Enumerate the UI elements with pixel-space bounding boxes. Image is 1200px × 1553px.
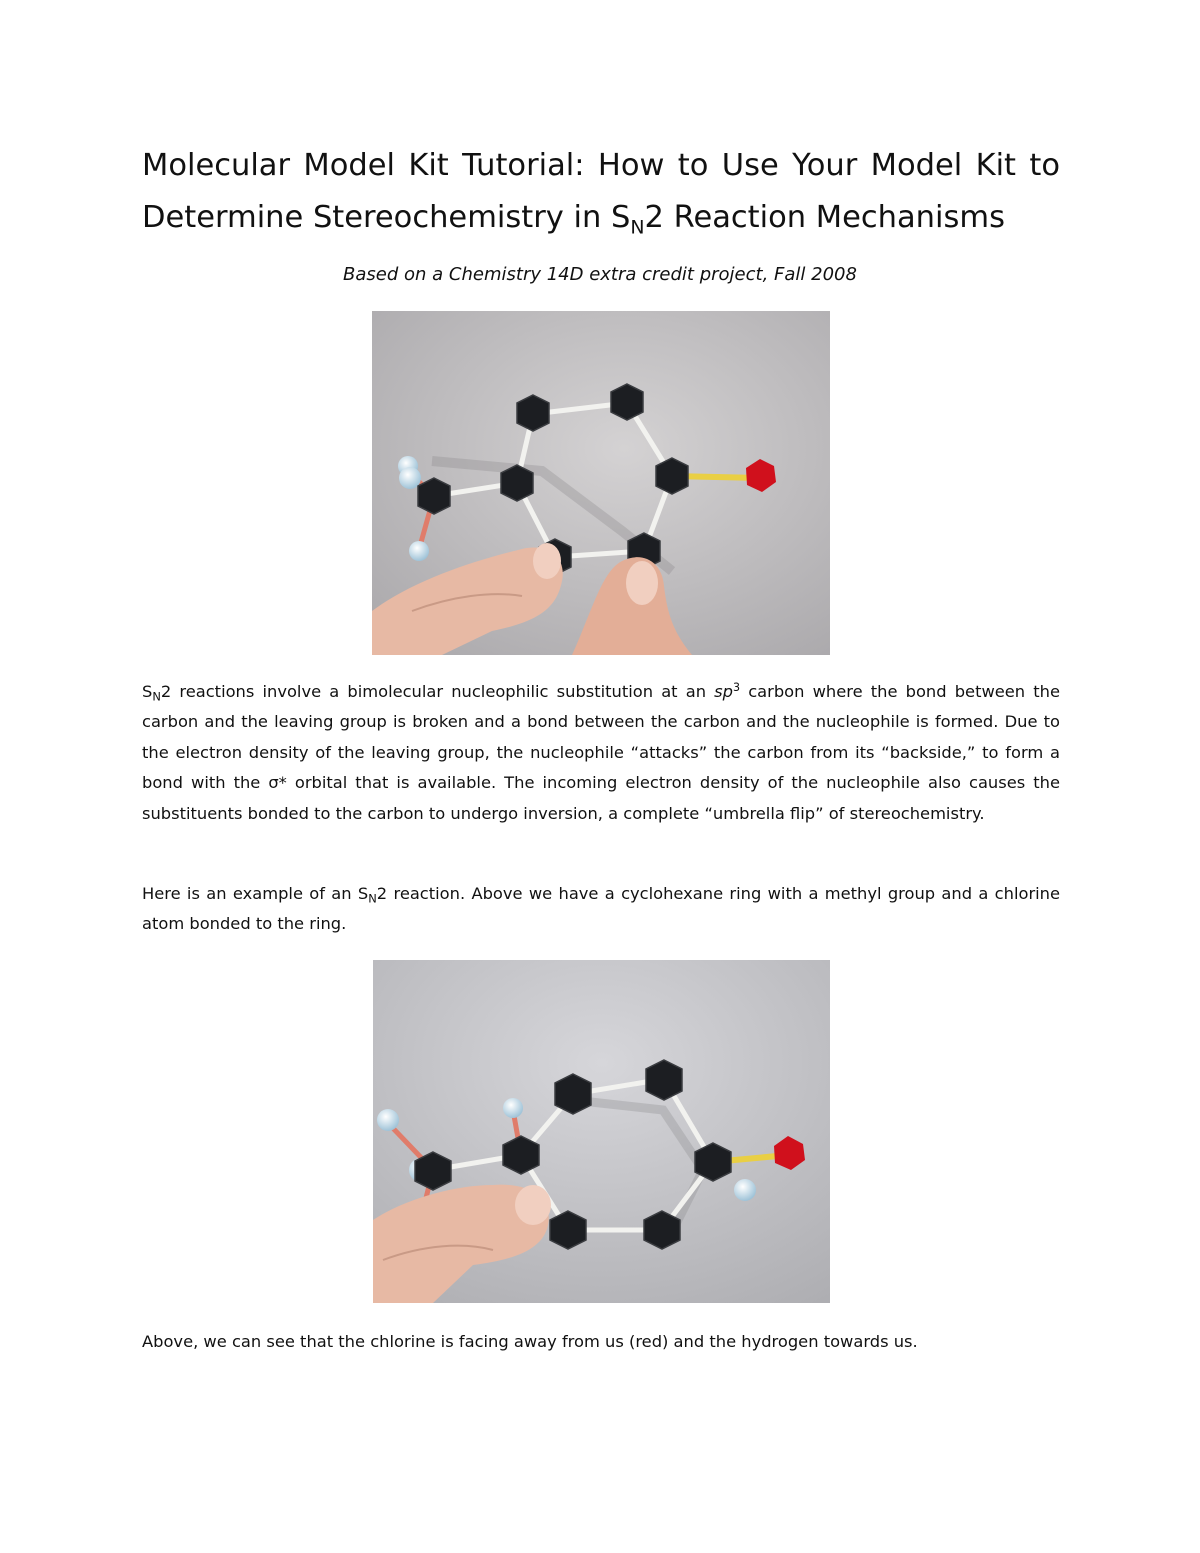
para1-text-1: 2 reactions involve a bimolecular nucleophilic substitution at an xyxy=(160,682,715,701)
title-line-2 xyxy=(142,192,1060,244)
para2-text-1: Here is an example of an S xyxy=(142,884,369,903)
title-line-2-end: 2 Reaction Mechanisms xyxy=(644,200,1005,235)
paragraph-sn2-explanation xyxy=(142,677,1060,829)
para2-subscript-n: N xyxy=(368,891,377,906)
para1-sp: sp xyxy=(714,682,733,701)
para2-text-2: 2 reaction. Above we have a cyclohexane ring with a methyl group and a chlorine atom bonded to the ring. xyxy=(142,884,1060,934)
title-line-1: Molecular Model Kit Tutorial: How to Use Your Model Kit to xyxy=(142,148,1060,183)
paragraph-example xyxy=(142,879,1060,940)
title-subscript-n: N xyxy=(630,216,645,239)
paragraph-observation: Above, we can see that the chlorine is facing away from us (red) and the hydrogen towards us. xyxy=(142,1332,918,1351)
para1-superscript-3: 3 xyxy=(733,680,741,694)
photo-2-graphic xyxy=(373,960,830,1303)
para1-subscript-n: N xyxy=(152,689,161,704)
document-subtitle: Based on a Chemistry 14D extra credit project, Fall 2008 xyxy=(343,264,857,285)
title-line-2-start: Determine Stereochemistry in S xyxy=(142,200,631,235)
photo-1-graphic xyxy=(372,311,830,655)
photo-model-cyclohexane-1 xyxy=(372,311,830,655)
photo-model-cyclohexane-2 xyxy=(373,960,830,1303)
para1-text-2: carbon where the bond between the carbon and the leaving group is broken and a bond between the carbon and the nucleophile is formed. Due to the electron density of the leaving group, the nucleophile “attacks” the carbon from its “backside,” to form a bond with the σ* orbital that is available. The incoming electron density of the nucleophile also causes the substituents bonded to the carbon to undergo inversion, a complete “umbrella flip” of stereochemistry. xyxy=(142,682,1060,823)
document-title xyxy=(142,140,1060,244)
para1-s: S xyxy=(142,682,153,701)
